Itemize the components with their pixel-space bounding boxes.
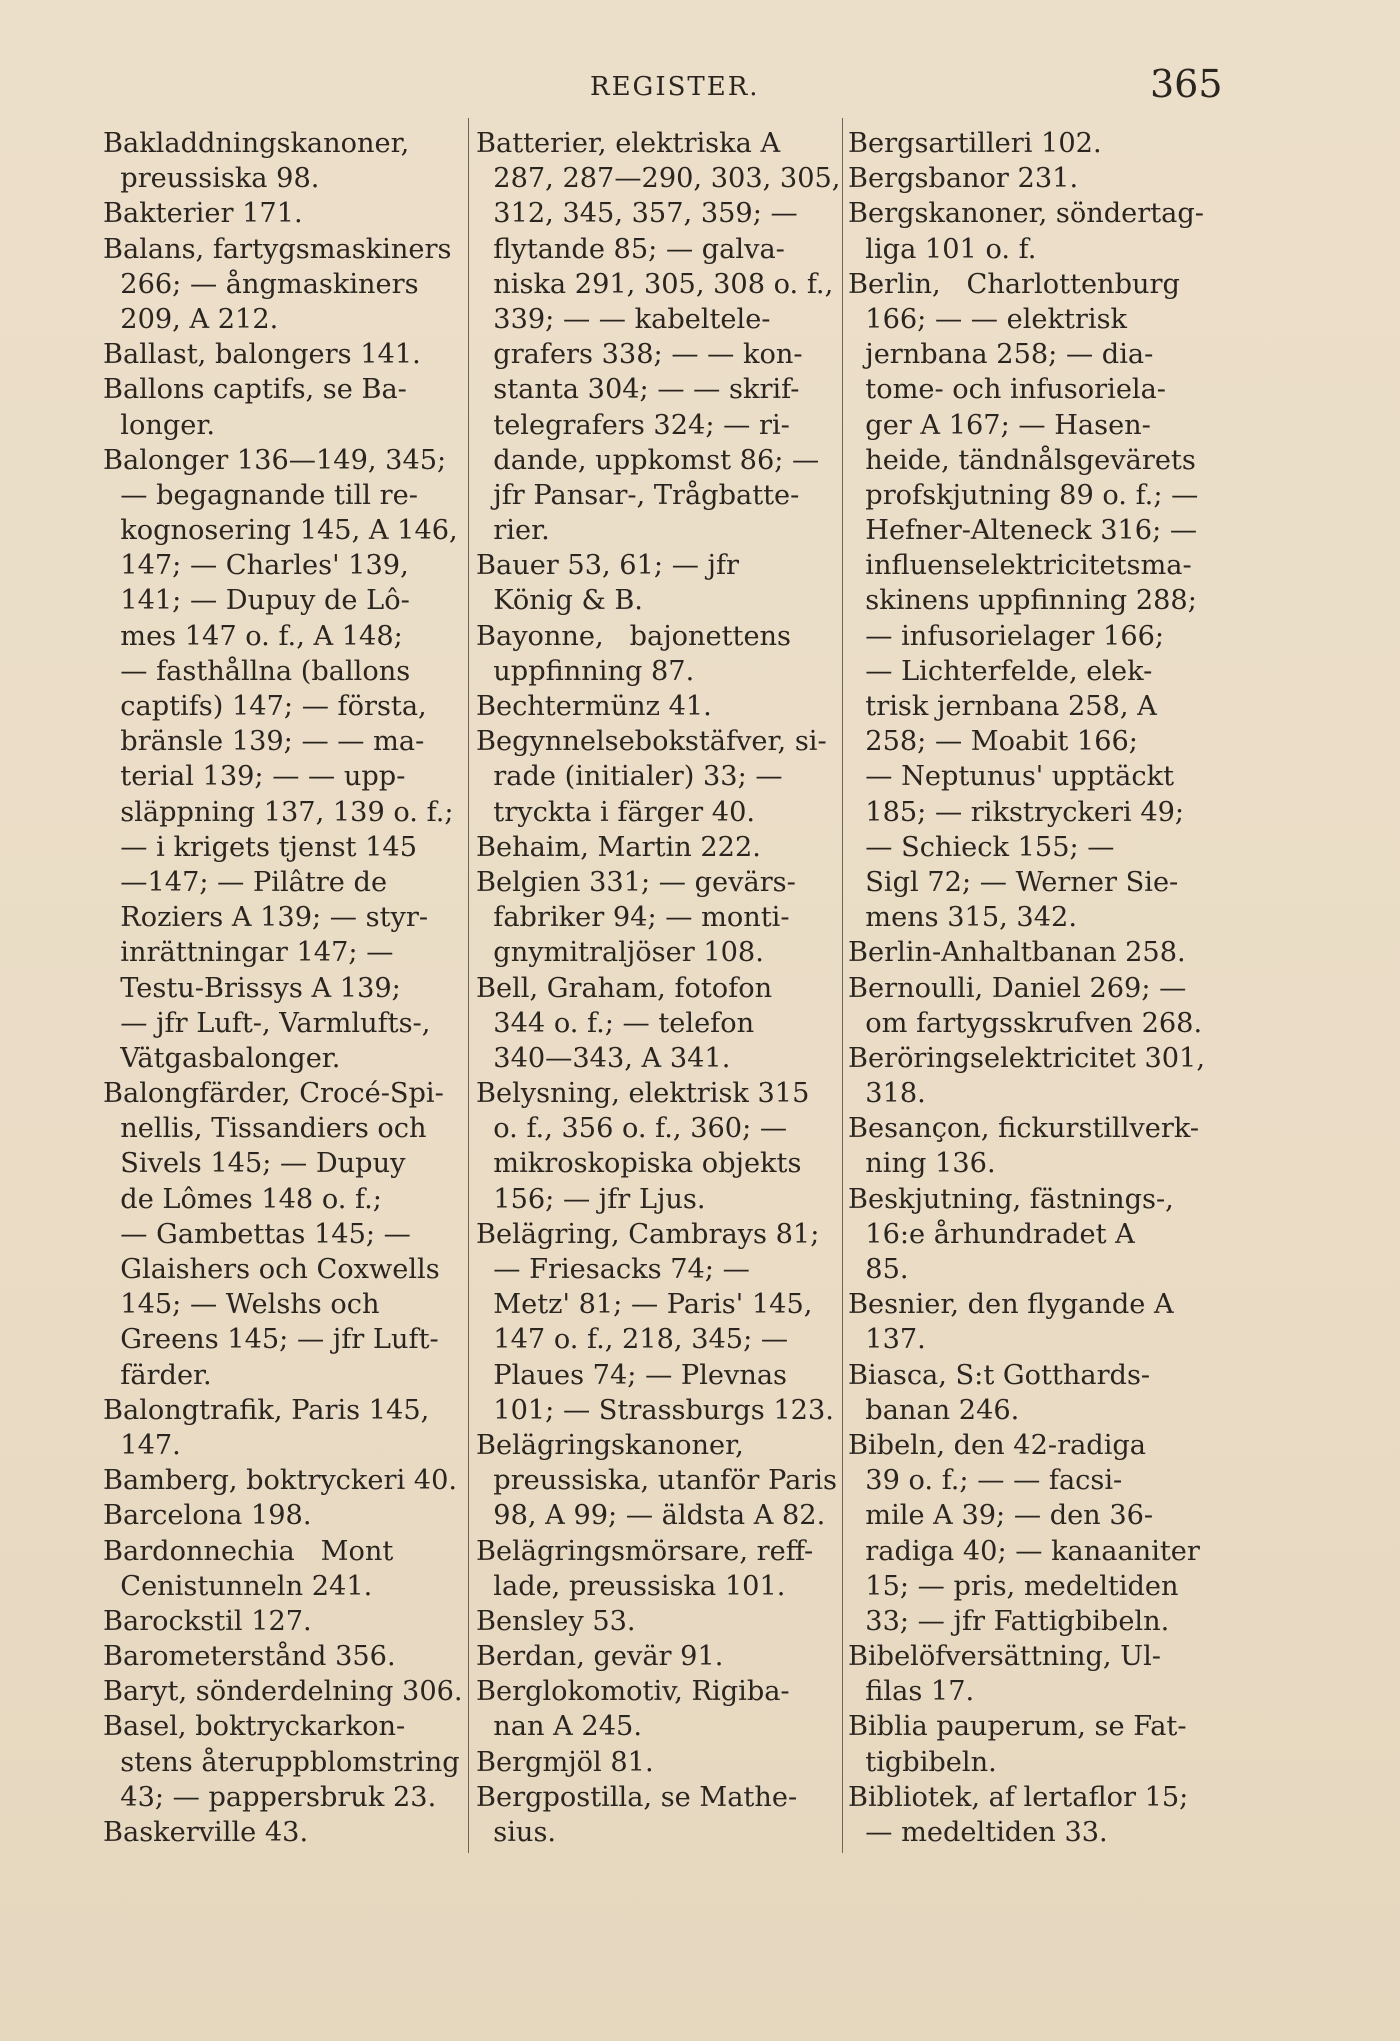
index-line: Balongtrafik, Paris 145, [103, 1394, 430, 1426]
index-line: 340—343, A 341. [476, 1042, 731, 1074]
index-line: Balonger 136—149, 345; [103, 444, 447, 476]
index-line: Bell, Graham, fotofon [476, 972, 773, 1004]
index-line: Hefner-Alteneck 316; — [848, 515, 1198, 547]
index-line: Belgien 331; — gevärs- [476, 866, 796, 898]
index-line: sius. [476, 1817, 557, 1848]
index-line: rade (initialer) 33; — [476, 761, 783, 793]
index-line: heide, tändnålsgevärets [848, 444, 1196, 476]
index-line: Bardonnechia Mont [103, 1535, 394, 1567]
index-line: — fasthållna (ballons [103, 655, 411, 687]
index-line: — jfr Luft-, Varmlufts-, [103, 1007, 431, 1039]
index-line: banan 246. [848, 1394, 1020, 1426]
index-line: Bernoulli, Daniel 269; — [848, 972, 1187, 1004]
index-line: longer. [103, 409, 216, 441]
index-line: — Schieck 155; — [848, 831, 1115, 863]
index-line: Vätgasbalonger. [103, 1042, 341, 1074]
index-line: Baryt, sönderdelning 306. [103, 1676, 463, 1708]
index-line: dande, uppkomst 86; — [476, 444, 820, 476]
index-line: jernbana 258; — dia- [848, 339, 1154, 371]
index-line: Berdan, gevär 91. [476, 1641, 724, 1673]
index-line: Bergmjöl 81. [476, 1746, 654, 1778]
index-line: Ballast, balongers 141. [103, 339, 421, 371]
index-line: —147; — Pilâtre de [103, 866, 388, 898]
index-line: Bergpostilla, se Mathe- [476, 1781, 798, 1813]
index-line: mes 147 o. f., A 148; [103, 620, 403, 652]
index-line: Berlin-Anhaltbanan 258. [848, 937, 1186, 969]
index-column-1 [103, 126, 465, 1850]
index-column-2 [476, 126, 841, 1850]
index-line: Glaishers och Coxwells [103, 1254, 440, 1285]
index-line: Balans, fartygsmaskiners [103, 233, 452, 265]
index-line: Barockstil 127. [103, 1605, 312, 1637]
index-line: — Gambettas 145; — [103, 1218, 411, 1250]
index-line: nan A 245. [476, 1711, 642, 1743]
index-line: stanta 304; — — skrif- [476, 374, 800, 406]
index-line: Batterier, elektriska A [476, 128, 781, 159]
index-line: preussiska 98. [103, 163, 320, 195]
index-line: Bakterier 171. [103, 198, 303, 230]
index-line: König & B. [476, 585, 643, 617]
index-line: Berlin, Charlottenburg [848, 268, 1180, 300]
index-line: Bergsbanor 231. [848, 163, 1079, 195]
index-line: — i krigets tjenst 145 [103, 831, 417, 863]
index-line: Belägringsmörsare, reff- [476, 1535, 814, 1567]
index-line: Basel, boktryckarkon- [103, 1711, 406, 1743]
index-line: Bayonne, bajonettens [476, 620, 792, 652]
index-line: Behaim, Martin 222. [476, 831, 761, 863]
index-line: 166; — — elektrisk [848, 303, 1128, 335]
index-line: Cenistunneln 241. [103, 1570, 373, 1602]
index-line: fabriker 94; — monti- [476, 902, 790, 934]
index-line: bränsle 139; — — ma- [103, 726, 425, 758]
index-line: Begynnelsebokstäfver, si- [476, 726, 827, 758]
index-line: gnymitraljöser 108. [476, 937, 764, 969]
index-line: 39 o. f.; — — facsi- [848, 1465, 1123, 1497]
index-line: Bauer 53, 61; — jfr [476, 550, 740, 582]
index-line: mile A 39; — den 36- [848, 1500, 1154, 1532]
index-line: Baskerville 43. [103, 1817, 309, 1848]
index-line: uppfinning 87. [476, 655, 695, 687]
index-line: mikroskopiska objekts [476, 1148, 802, 1180]
column-divider [468, 118, 469, 1853]
index-line: — Lichterfelde, elek- [848, 655, 1153, 687]
index-line: Berglokomotiv, Rigiba- [476, 1676, 790, 1708]
index-line: — Neptunus' upptäckt [848, 761, 1174, 793]
index-line: 16:e århundradet A [848, 1218, 1135, 1250]
index-line: Plaues 74; — Plevnas [476, 1359, 788, 1391]
index-line: inrättningar 147; — [103, 937, 394, 969]
page-header-title: REGISTER. [590, 72, 760, 102]
index-line: Bakladdningskanoner, [103, 128, 410, 159]
index-line: Besnier, den flygande A [848, 1289, 1174, 1321]
index-line: 33; — jfr Fattigbibeln. [848, 1605, 1170, 1637]
index-line: mens 315, 342. [848, 902, 1077, 934]
index-line: 43; — pappersbruk 23. [103, 1781, 437, 1813]
index-line: Bibeln, den 42-radiga [848, 1429, 1147, 1461]
index-line: 147. [103, 1429, 181, 1461]
index-line: Sivels 145; — Dupuy [103, 1148, 406, 1180]
index-line: 209, A 212. [103, 303, 279, 335]
index-line: 344 o. f.; — telefon [476, 1007, 755, 1039]
index-line: färder. [103, 1359, 212, 1391]
index-line: Testu-Brissys A 139; [103, 972, 401, 1004]
index-line: Bergskanoner, söndertag- [848, 198, 1204, 230]
index-line: 147 o. f., 218, 345; — [476, 1324, 789, 1356]
index-line: Besançon, fickurstillverk- [848, 1113, 1200, 1145]
index-line: om fartygsskrufven 268. [848, 1007, 1203, 1039]
index-line: Metz' 81; — Paris' 145, [476, 1289, 813, 1321]
index-line: 287, 287—290, 303, 305, [476, 163, 841, 195]
index-line: släppning 137, 139 o. f.; [103, 796, 454, 828]
index-line: tryckta i färger 40. [476, 796, 756, 828]
index-line: stens återuppblomstring [103, 1746, 460, 1778]
index-line: 101; — Strassburgs 123. [476, 1394, 834, 1426]
index-line: 85. [848, 1254, 909, 1285]
index-line: 156; — jfr Ljus. [476, 1183, 706, 1215]
index-line: Barcelona 198. [103, 1500, 312, 1532]
index-line: ning 136. [848, 1148, 996, 1180]
index-line: 266; — ångmaskiners [103, 268, 419, 300]
index-line: 98, A 99; — äldsta A 82. [476, 1500, 826, 1532]
index-line: Balongfärder, Crocé-Spi- [103, 1078, 444, 1110]
index-line: 258; — Moabit 166; [848, 726, 1138, 758]
index-line: 145; — Welshs och [103, 1289, 380, 1321]
index-line: — infusorielager 166; [848, 620, 1165, 652]
index-line: Barometerstånd 356. [103, 1641, 396, 1673]
index-line: Biasca, S:t Gotthards- [848, 1359, 1151, 1391]
index-line: Ballons captifs, se Ba- [103, 374, 407, 406]
index-line: — Friesacks 74; — [476, 1254, 750, 1285]
index-line: rier. [476, 515, 550, 547]
index-line: flytande 85; — galva- [476, 233, 785, 265]
index-line: terial 139; — — upp- [103, 761, 406, 793]
index-line: liga 101 o. f. [848, 233, 1037, 265]
index-line: telegrafers 324; — ri- [476, 409, 790, 441]
index-line: Belägringskanoner, [476, 1429, 744, 1461]
index-line: filas 17. [848, 1676, 975, 1708]
index-line: preussiska, utanför Paris [476, 1465, 837, 1497]
index-line: kognosering 145, A 146, [103, 515, 458, 547]
index-line: ger A 167; — Hasen- [848, 409, 1151, 441]
index-line: — medeltiden 33. [848, 1817, 1108, 1848]
index-line: Beröringselektricitet 301, [848, 1042, 1205, 1074]
index-line: Bibliotek, af lertaflor 15; [848, 1781, 1189, 1813]
index-line: nellis, Tissandiers och [103, 1113, 427, 1145]
index-line: Bensley 53. [476, 1605, 636, 1637]
index-line: de Lômes 148 o. f.; [103, 1183, 382, 1215]
index-line: Greens 145; — jfr Luft- [103, 1324, 439, 1356]
index-line: profskjutning 89 o. f.; — [848, 479, 1199, 511]
index-line: skinens uppfinning 288; [848, 585, 1197, 617]
index-line: Bergsartilleri 102. [848, 128, 1102, 159]
index-line: influenselektricitetsma- [848, 550, 1192, 582]
index-line: Bechtermünz 41. [476, 691, 712, 722]
index-line: captifs) 147; — första, [103, 691, 427, 722]
index-line: Beskjutning, fästnings-, [848, 1183, 1174, 1215]
index-line: grafers 338; — — kon- [476, 339, 803, 371]
index-line: trisk jernbana 258, A [848, 691, 1157, 722]
index-line: 137. [848, 1324, 926, 1356]
index-line: radiga 40; — kanaaniter [848, 1535, 1200, 1567]
index-line: Bamberg, boktryckeri 40. [103, 1465, 458, 1497]
index-line: jfr Pansar-, Trågbatte- [476, 479, 800, 511]
index-line: 312, 345, 357, 359; — [476, 198, 798, 230]
index-line: Bibelöfversättning, Ul- [848, 1641, 1161, 1673]
index-line: tome- och infusoriela- [848, 374, 1166, 406]
index-line: o. f., 356 o. f., 360; — [476, 1113, 788, 1145]
index-line: Roziers A 139; — styr- [103, 902, 429, 934]
index-line: 318. [848, 1078, 926, 1110]
index-line: Sigl 72; — Werner Sie- [848, 866, 1179, 898]
index-line: Belägring, Cambrays 81; [476, 1218, 820, 1250]
index-line: 339; — — kabeltele- [476, 303, 771, 335]
index-line: Belysning, elektrisk 315 [476, 1078, 810, 1110]
column-divider [842, 118, 843, 1853]
index-line: lade, preussiska 101. [476, 1570, 786, 1602]
index-line: 147; — Charles' 139, [103, 550, 409, 582]
index-line: niska 291, 305, 308 o. f., [476, 268, 834, 300]
index-line: Biblia pauperum, se Fat- [848, 1711, 1187, 1743]
index-line: 141; — Dupuy de Lô- [103, 585, 410, 617]
index-line: tigbibeln. [848, 1746, 997, 1778]
index-line: 15; — pris, medeltiden [848, 1570, 1179, 1602]
page-number: 365 [1150, 62, 1223, 106]
index-line: — begagnande till re- [103, 479, 418, 511]
index-column-3 [848, 126, 1216, 1850]
index-line: 185; — rikstryckeri 49; [848, 796, 1185, 828]
